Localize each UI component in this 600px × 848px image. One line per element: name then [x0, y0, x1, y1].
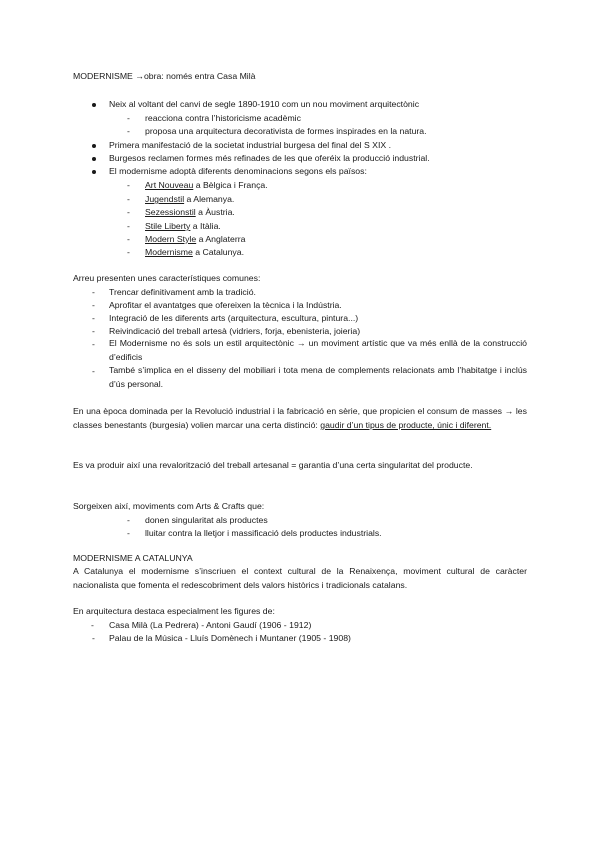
bullet-text: El modernisme adoptà diferents denominacions segons els països:: [109, 166, 367, 176]
dash-icon: -: [127, 528, 130, 538]
paragraph-revaluation: Es va produir així una revalorització del treball artesanal = garantia d’una certa singularitat del producte.: [73, 460, 473, 470]
style-name-item: [145, 194, 234, 205]
style-name: Stile Liberty: [145, 221, 191, 231]
dash-icon: -: [127, 194, 130, 204]
bullet-text: Burgesos reclamen formes més refinades de les que oferéix la producció industrial.: [109, 153, 430, 163]
style-name-item: [145, 180, 268, 191]
bullet-icon: [92, 144, 96, 148]
dash-icon: -: [92, 313, 95, 323]
style-country: a Alemanya.: [184, 194, 235, 204]
style-country: a Bèlgica i França.: [193, 180, 268, 190]
dash-icon: -: [127, 113, 130, 123]
dash-icon: -: [92, 287, 95, 297]
underlined-phrase: gaudir d’un tipus de producte, únic i diferent.: [320, 420, 492, 430]
paragraph-catalunya: A Catalunya el modernisme s’inscriuen el context cultural de la Renaixença, moviment cultural de caràcter nacionalista que fomenta el redescobriment dels valors històrics i tradicionals catalans.: [73, 566, 527, 590]
style-name: Modernisme: [145, 247, 193, 257]
dash-icon: -: [92, 339, 95, 349]
bullet-icon: [92, 170, 96, 174]
style-name: Art Nouveau: [145, 180, 194, 190]
figure-text: Palau de la Música - Lluís Domènech i Muntaner (1905 - 1908): [109, 633, 351, 643]
style-name: Jugendstil: [145, 194, 185, 204]
bullet-icon: [92, 157, 96, 161]
dash-icon: -: [92, 366, 95, 376]
bullet-icon: [92, 103, 96, 107]
style-country: a Catalunya.: [192, 247, 245, 257]
style-name-item: [145, 234, 245, 245]
common-item: El Modernisme no és sols un estil arquitectònic → un moviment artístic que va més enllà de la construcció d’edificis: [109, 338, 527, 362]
style-name-item: [145, 247, 244, 258]
common-item: Aprofitar el avantatges que ofereixen la tècnica i la Indústria.: [109, 300, 342, 310]
style-name-item: [145, 207, 235, 218]
common-item: Reivindicació del treball artesà (vidriers, forja, ebenisteria, joieria): [109, 326, 361, 336]
sub-item: reacciona contra l’historicisme acadèmic: [145, 113, 301, 123]
style-country: a Àustria.: [195, 207, 235, 217]
paragraph-arts-crafts: Sorgeixen així, moviments com Arts & Crafts que:: [73, 501, 265, 511]
style-name: Sezessionstil: [145, 207, 196, 217]
common-item: També s’implica en el disseny del mobiliari i tota mena de complements relacionats amb l’habitatge i inclús d’ús personal.: [109, 365, 527, 389]
dash-icon: -: [127, 234, 130, 244]
dash-icon: -: [127, 180, 130, 190]
style-name: Modern Style: [145, 234, 197, 244]
dash-icon: -: [92, 633, 95, 643]
dash-icon: -: [127, 207, 130, 217]
section-heading: MODERNISME A CATALUNYA: [73, 553, 193, 563]
dash-icon: -: [92, 326, 95, 336]
arts-crafts-item: donen singularitat als productes: [145, 515, 268, 525]
dash-icon: -: [127, 515, 130, 525]
figure-text: Casa Milà (La Pedrera) - Antoni Gaudí (1906 - 1912): [109, 620, 312, 630]
dash-icon: -: [127, 221, 130, 231]
page-title: MODERNISME →obra: només entra Casa Milà: [73, 71, 256, 81]
dash-icon: -: [127, 247, 130, 257]
dash-icon: -: [127, 126, 130, 136]
common-item: Trencar definitivament amb la tradició.: [109, 287, 256, 297]
dash-icon: -: [92, 300, 95, 310]
style-country: a Itàlia.: [190, 221, 221, 231]
bullet-text: Neix al voltant del canvi de segle 1890-1910 com un nou moviment arquitectònic: [109, 99, 420, 109]
dash-icon: -: [91, 620, 94, 630]
paragraph-figures: En arquitectura destaca especialment les figures de:: [73, 606, 275, 616]
paragraph-text: En una època dominada per la Revolució industrial i la fabricació en sèrie, que propicien el consum de masses → les classes benestants (burgesia) volien marcar una certa distinció:: [73, 406, 527, 430]
common-intro: Arreu presenten unes característiques comunes:: [73, 273, 261, 283]
sub-item: proposa una arquitectura decorativista de formes inspirades en la natura.: [145, 126, 427, 136]
style-name-item: [145, 221, 221, 232]
common-item: Integració de les diferents arts (arquitectura, escultura, pintura...): [109, 313, 359, 323]
style-country: a Anglaterra: [196, 234, 246, 244]
bullet-text: Primera manifestació de la societat industrial burgesa del final del S XIX .: [109, 140, 392, 150]
arts-crafts-item: lluitar contra la lletjor i massificació dels productes industrials.: [145, 528, 382, 538]
paragraph-industrial: [73, 404, 527, 432]
